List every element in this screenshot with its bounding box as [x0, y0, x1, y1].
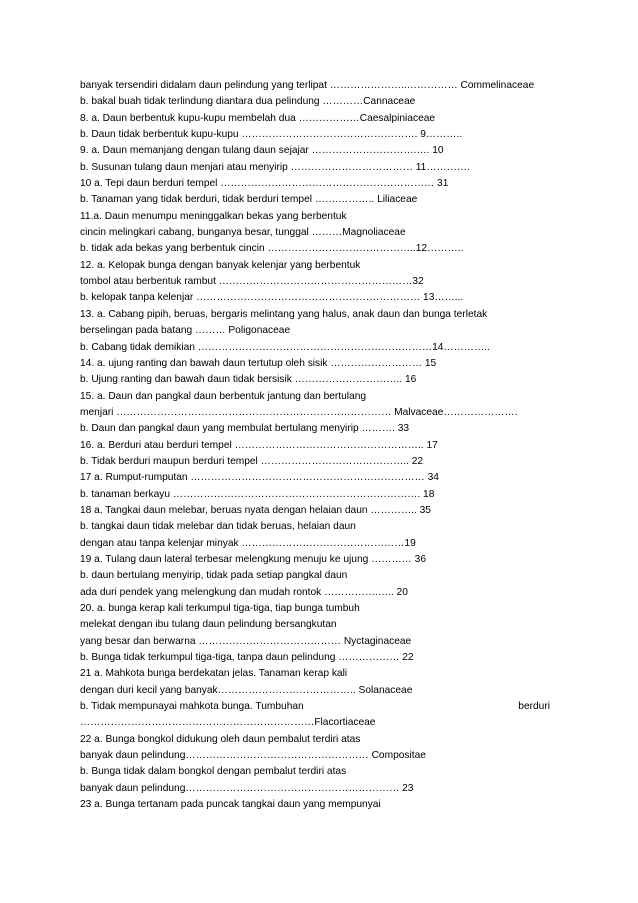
- text-line: b. Daun tidak berbentuk kupu-kupu ……………………………………………. 9………..: [80, 129, 463, 141]
- text-line: 8. a. Daun berbentuk kupu-kupu membelah dua ………………Caesalpiniaceae: [80, 112, 436, 124]
- text-line: dengan duri kecil yang banyak………………………………….. Solanaceae: [80, 684, 413, 696]
- text-line: b. Ujung ranting dan bawah daun tidak bersisik ………………………….. 16: [80, 374, 417, 386]
- text-line: tombol atau berbentuk rambut …………………………………………………32: [80, 276, 424, 288]
- text-line: b. Tanaman yang tidak berduri, tidak berduri tempel …….……….. Liliaceae: [80, 194, 418, 206]
- document-body: [80, 78, 550, 813]
- text-line: 21 a. Mahkota bunga berdekatan jelas. Tanaman kerap kali: [80, 668, 348, 680]
- text-line: b. daun bertulang menyirip, tidak pada setiap pangkal daun: [80, 570, 348, 582]
- text-line: b. Bunga tidak dalam bongkol dengan pembalut terdiri atas: [80, 766, 347, 778]
- text-line: berselingan pada batang ……… Poligonaceae: [80, 325, 291, 337]
- text-line: cincin melingkari cabang, bunganya besar, tunggal ………Magnoliaceae: [80, 227, 406, 239]
- text-line: 22 a. Bunga bongkol didukung oleh daun pembalut terdiri atas: [80, 733, 361, 745]
- text-line: ada duri pendek yang melengkung dan mudah rontok …………….….. 20: [80, 586, 408, 598]
- text-line: menjari ……………………………………………………………………… Malvaceae………………….: [80, 406, 518, 418]
- text-line-justified: [80, 699, 550, 715]
- text-line: 20. a. bunga kerap kali terkumpul tiga-tiga, tiap bunga tumbuh: [80, 603, 360, 614]
- text-line: dengan atau tanpa kelenjar minyak …………………………………………19: [80, 537, 416, 549]
- text-line: b. Susunan tulang daun menjari atau menyirip ……………………………… 11………….: [80, 161, 470, 173]
- text-line: 9. a. Daun memanjang dengan tulang daun sejajar ………………………….…. 10: [80, 145, 444, 157]
- text-line: banyak tersendiri didalam daun pelindung yang terlipat …………………..…………… Commelinaceae: [80, 80, 535, 91]
- text-line: b. Daun dan pangkal daun yang membulat bertulang menyirip ………. 33: [80, 423, 410, 435]
- text-line: 17 a. Rumput-rumputan …………………………………………………………… 34: [80, 472, 439, 484]
- text-line: 19 a. Tulang daun lateral terbesar melengkung menuju ke ujung ………… 36: [80, 553, 427, 565]
- text-line: b. Bunga tidak terkumpul tiga-tiga, tanpa daun pelindung ……………… 22: [80, 652, 414, 664]
- text-line: 10 a. Tepi daun berduri tempel ……………………………………………………… 31: [80, 178, 449, 190]
- text-line: b. bakal buah tidak terlindung diantara dua pelindung …………Cannaceae: [80, 96, 416, 108]
- text-line: b. Cabang tidak demikian ……………………………………………………………14…………..: [80, 341, 490, 353]
- text-line: b. tangkai daun tidak melebar dan tidak beruas, helaian daun: [80, 521, 356, 533]
- text-line: b. kelopak tanpa kelenjar ………………………………………………………… 13……...: [80, 292, 464, 304]
- text-line: 18 a. Tangkai daun melebar, beruas nyata dengan helaian daun ………….. 35: [80, 504, 431, 516]
- text-line: b. Tidak berduri maupun berduri tempel …………………………………….. 22: [80, 455, 424, 467]
- text-line: 11.a. Daun menumpu meninggalkan bekas yang berbentuk: [80, 210, 347, 222]
- text-line: banyak daun pelindung……………………………………………………… 23: [80, 782, 414, 794]
- text-line: 15. a. Daun dan pangkal daun berbentuk jantung dan bertulang: [80, 390, 367, 402]
- text-line: ……………………………………………………………Flacortiaceae: [80, 717, 376, 729]
- text-line: b. tanaman berkayu ………………………………………………………………. 18: [80, 488, 435, 500]
- text-line: 12. a. Kelopak bunga dengan banyak kelenjar yang berbentuk: [80, 259, 361, 271]
- text-line: 13. a. Cabang pipih, beruas, bergaris melintang yang halus, anak daun dan bunga terletak: [80, 308, 488, 320]
- text-line: melekat dengan ibu tulang daun pelindung bersangkutan: [80, 619, 337, 631]
- text-line: b. tidak ada bekas yang berbentuk cincin ……………………………………..12………..: [80, 243, 464, 255]
- text-line-right: berduri: [518, 701, 550, 713]
- text-line: 14. a. ujung ranting dan bawah daun tertutup oleh sisik ……………………… 15: [80, 357, 437, 369]
- text-line-left: b. Tidak mempunayai mahkota bunga. Tumbuhan: [80, 701, 304, 713]
- text-line: 23 a. Bunga tertanam pada puncak tangkai daun yang mempunyai: [80, 799, 381, 811]
- text-line: banyak daun pelindung……………………………………………… Compositae: [80, 750, 426, 762]
- text-line: yang besar dan berwarna …………………………………… Nyctaginaceae: [80, 635, 412, 647]
- text-line: 16. a. Berduri atau berduri tempel ……………………………………………….. 17: [80, 439, 438, 451]
